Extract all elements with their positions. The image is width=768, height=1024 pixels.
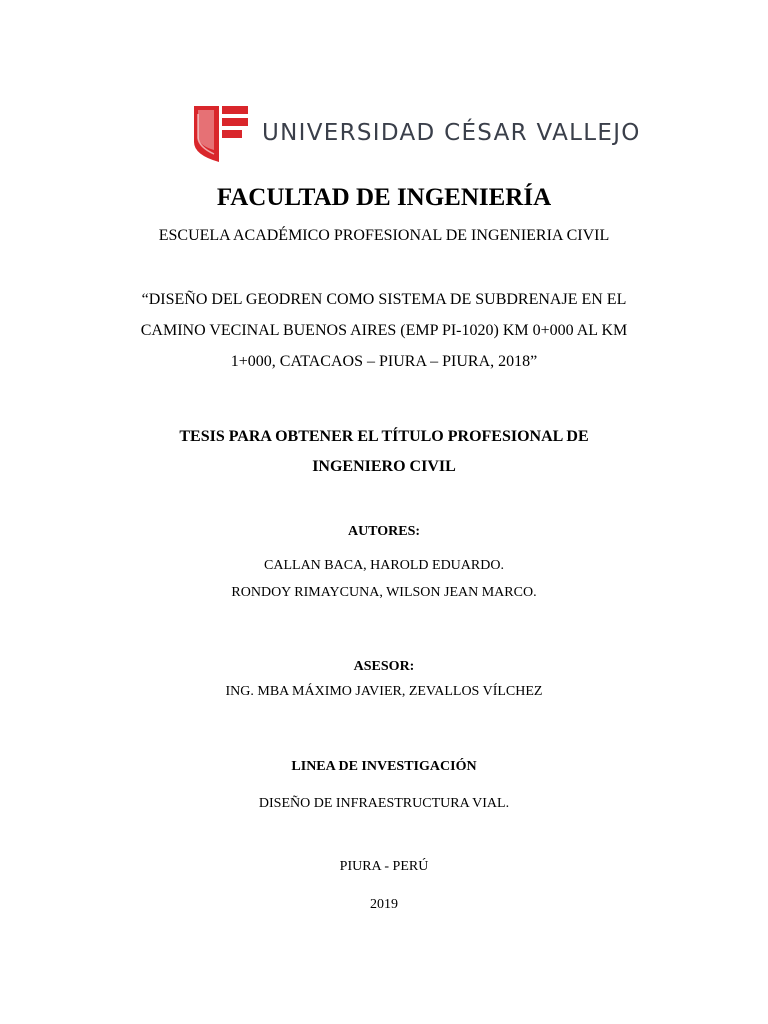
thesis-title-line-2: CAMINO VECINAL BUENOS AIRES (EMP PI-1020) KM 0+000 AL KM: [140, 322, 628, 339]
faculty-heading: FACULTAD DE INGENIERÍA: [216, 184, 552, 211]
authors-label: AUTORES:: [347, 524, 421, 539]
advisor-name: ING. MBA MÁXIMO JAVIER, ZEVALLOS VÍLCHEZ: [225, 684, 543, 699]
year: 2019: [370, 897, 398, 912]
research-line-value: DISEÑO DE INFRAESTRUCTURA VIAL.: [258, 796, 510, 811]
thesis-type-line-1: TESIS PARA OBTENER EL TÍTULO PROFESIONAL DE: [179, 428, 589, 445]
thesis-title-line-3: 1+000, CATACAOS – PIURA – PIURA, 2018”: [230, 353, 538, 370]
school-name: ESCUELA ACADÉMICO PROFESIONAL DE INGENIERIA CIVIL: [158, 227, 610, 244]
place: PIURA - PERÚ: [339, 859, 429, 874]
thesis-title-line-1: “DISEÑO DEL GEODREN COMO SISTEMA DE SUBDRENAJE EN EL: [141, 291, 627, 308]
research-line-label: LINEA DE INVESTIGACIÓN: [291, 759, 477, 774]
university-crest-icon: [192, 102, 250, 162]
university-logo: [192, 102, 641, 164]
author-2: RONDOY RIMAYCUNA, WILSON JEAN MARCO.: [231, 585, 537, 600]
author-1: CALLAN BACA, HAROLD EDUARDO.: [264, 558, 504, 573]
university-name: UNIVERSIDAD CÉSAR VALLEJO: [262, 120, 641, 146]
advisor-label: ASESOR:: [353, 659, 415, 674]
thesis-type-line-2: INGENIERO CIVIL: [312, 458, 456, 475]
